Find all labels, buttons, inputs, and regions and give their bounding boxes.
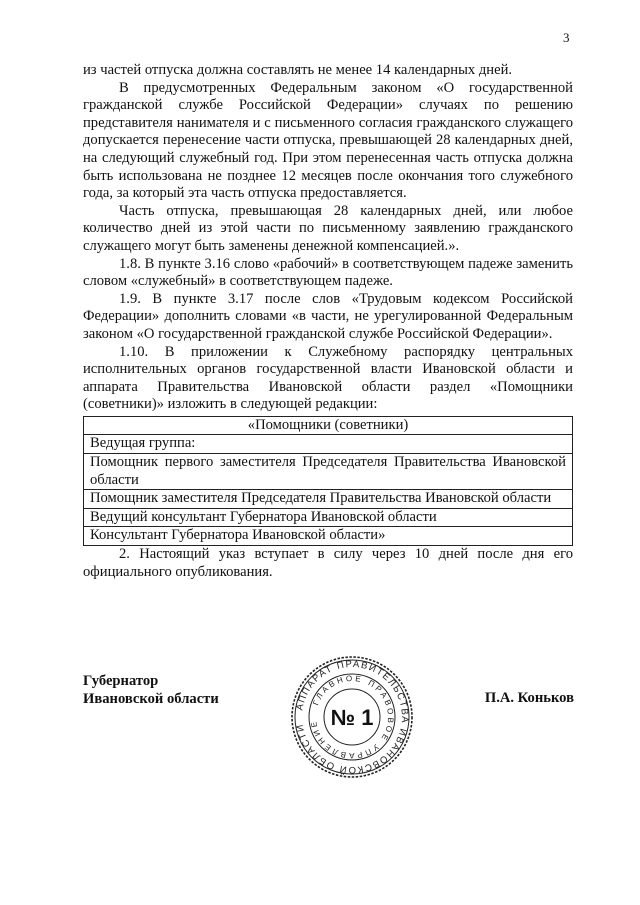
official-seal-icon	[287, 655, 417, 780]
table-row	[84, 508, 573, 527]
table-row	[84, 416, 573, 435]
table-cell: Помощник первого заместителя Председателя Правительства Ивановской области	[84, 454, 573, 490]
signature-position-line2: Ивановской области	[83, 691, 219, 707]
paragraph: Часть отпуска, превышающая 28 календарных дней, или любое количество дней из этой части по письменному заявлению гражданского служащего могут быть заменены денежной компенсацией.».	[83, 202, 573, 254]
page-number: 3	[563, 30, 570, 45]
document-body	[83, 62, 573, 581]
table-row	[84, 490, 573, 509]
final-paragraph: 2. Настоящий указ вступает в силу через 10 дней после дня его официального опубликования.	[83, 546, 573, 580]
table-row	[84, 435, 573, 454]
paragraph: 1.8. В пункте 3.16 слово «рабочий» в соответствующем падеже заменить словом «служебный» в соответствующем падеже.	[83, 255, 573, 290]
table-cell: Ведущая группа:	[84, 435, 573, 454]
table-cell: Ведущий консультант Губернатора Ивановской области	[84, 508, 573, 527]
paragraph: В предусмотренных Федеральным законом «О государственной гражданской службе Российской Федерации» случаях по решению представителя нанимателя и с письменного согласия гражданского служащего допускается перенесение части отпуска, превышающей 28 календарных дней, на следующий служебный год. При этом перенесенная часть отпуска должна быть использована не позднее 12 месяцев после окончания того служебного года, за который эта часть отпуска предоставляется.	[83, 79, 573, 202]
signature-position	[83, 672, 219, 708]
positions-table	[83, 416, 573, 546]
paragraph: из частей отпуска должна составлять не менее 14 календарных дней.	[83, 62, 513, 78]
seal-inner-text: ГЛАВНОЕ ПРАВОВОЕ УПРАВЛЕНИЕ	[309, 673, 396, 761]
table-row	[84, 454, 573, 490]
signature-name: П.А. Коньков	[484, 690, 574, 706]
table-cell: Помощник заместителя Председателя Правительства Ивановской области	[84, 490, 573, 509]
seal-number: № 1	[330, 705, 374, 730]
paragraph: 1.9. В пункте 3.17 после слов «Трудовым кодексом Российской Федерации» дополнить словами «в части, не урегулированной Федеральным законом «О государственной гражданской службе Российской Федерации».	[83, 290, 573, 342]
paragraph: 1.10. В приложении к Служебному распорядку центральных исполнительных органов государственной власти Ивановской области и аппарата Правительства Ивановской области раздел «Помощники (советники)» изложить в следующей редакции:	[83, 343, 573, 413]
seal-outer-text: АППАРАТ ПРАВИТЕЛЬСТВА ИВАНОВСКОЙ ОБЛАСТИ	[294, 658, 411, 776]
signature-position-line1: Губернатор	[83, 673, 159, 689]
table-header-cell: «Помощники (советники)	[84, 416, 573, 435]
table-row	[84, 527, 573, 546]
table-cell: Консультант Губернатора Ивановской области»	[84, 527, 573, 546]
